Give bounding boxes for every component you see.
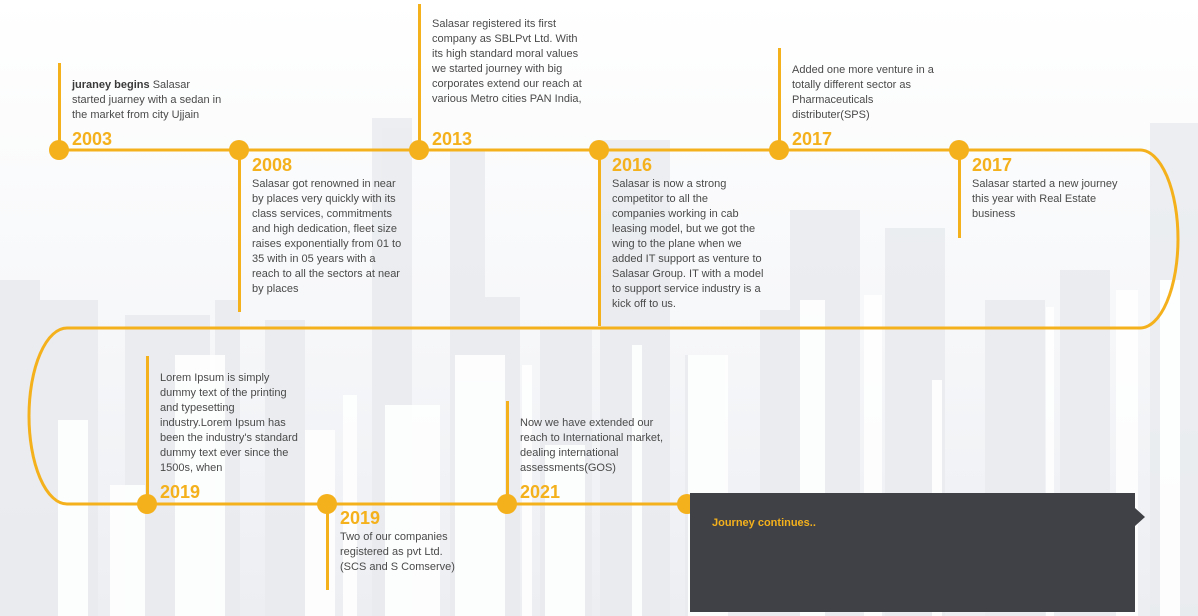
milestone-2008-year: 2008 bbox=[252, 155, 293, 175]
milestone-2013-text: Salasar registered its first company as SBLPvt Ltd. With its high standard moral values we started journey with big corporates extend our reach at various Metro cities PAN India, bbox=[432, 18, 582, 105]
milestone-2003-lead: juraney begins bbox=[72, 79, 150, 91]
connector-2008 bbox=[238, 150, 241, 312]
connector-2017a bbox=[778, 48, 781, 150]
milestone-2003-text bbox=[72, 78, 222, 123]
milestone-2016-year: 2016 bbox=[612, 155, 653, 175]
milestone-2021-text: Now we have extended our reach to International market, dealing international assessments(GOS) bbox=[520, 417, 664, 474]
connector-2013 bbox=[418, 4, 421, 150]
connector-2017b bbox=[958, 150, 961, 238]
timeline-dot-2021 bbox=[497, 494, 517, 514]
milestone-2017a-year: 2017 bbox=[792, 129, 833, 149]
journey-continues-panel bbox=[690, 493, 1135, 612]
milestone-2003-year: 2003 bbox=[72, 129, 113, 149]
timeline-dot-2017b bbox=[949, 140, 969, 160]
journey-continues-text: Journey continues.. bbox=[712, 517, 816, 529]
timeline-dot-2016 bbox=[589, 140, 609, 160]
connector-2019b bbox=[326, 504, 329, 590]
milestone-2016-text: Salasar is now a strong competitor to all the companies working in cab leasing model, but we got the wing to the plane when we added IT support as venture to Salasar Group. IT with a model to support service industry is a kick off to us. bbox=[612, 178, 764, 310]
milestone-2019a-text: Lorem Ipsum is simply dummy text of the printing and typesetting industry.Lorem Ipsum has been the industry's standard dummy text ever since the 1500s, when bbox=[160, 372, 298, 474]
timeline-dot-2013 bbox=[409, 140, 429, 160]
milestone-2017a-text: Added one more venture in a totally different sector as Pharmaceuticals distributer(SPS) bbox=[792, 64, 934, 121]
timeline-dot-2017a bbox=[769, 140, 789, 160]
milestone-2003-body: Salasar started juarney with a sedan in the market from city Ujjain bbox=[72, 79, 222, 121]
milestone-2019b-text: Two of our companies registered as pvt Ltd. (SCS and S Comserve) bbox=[340, 531, 455, 573]
panel-arrow-icon bbox=[1135, 508, 1145, 526]
timeline-dot-2019b bbox=[317, 494, 337, 514]
connector-2016 bbox=[598, 150, 601, 326]
timeline-dot-2019a bbox=[137, 494, 157, 514]
milestone-2021-year: 2021 bbox=[520, 482, 561, 502]
milestone-2019b-year: 2019 bbox=[340, 508, 381, 528]
milestone-2013-year: 2013 bbox=[432, 129, 473, 149]
milestone-2017b-year: 2017 bbox=[972, 155, 1013, 175]
timeline-dot-2003 bbox=[49, 140, 69, 160]
connector-2021 bbox=[506, 401, 509, 504]
milestone-2017b-text: Salasar started a new journey this year with Real Estate business bbox=[972, 178, 1118, 220]
milestone-2019a-year: 2019 bbox=[160, 482, 201, 502]
connector-2019a bbox=[146, 356, 149, 504]
connector-2003 bbox=[58, 63, 61, 150]
timeline-dot-2008 bbox=[229, 140, 249, 160]
milestone-2008-text: Salasar got renowned in near by places very quickly with its class services, commitments and high dedication, fleet size raises exponentially from 01 to 35 with in 05 years with a reach to all the sectors at near by places bbox=[252, 178, 402, 295]
